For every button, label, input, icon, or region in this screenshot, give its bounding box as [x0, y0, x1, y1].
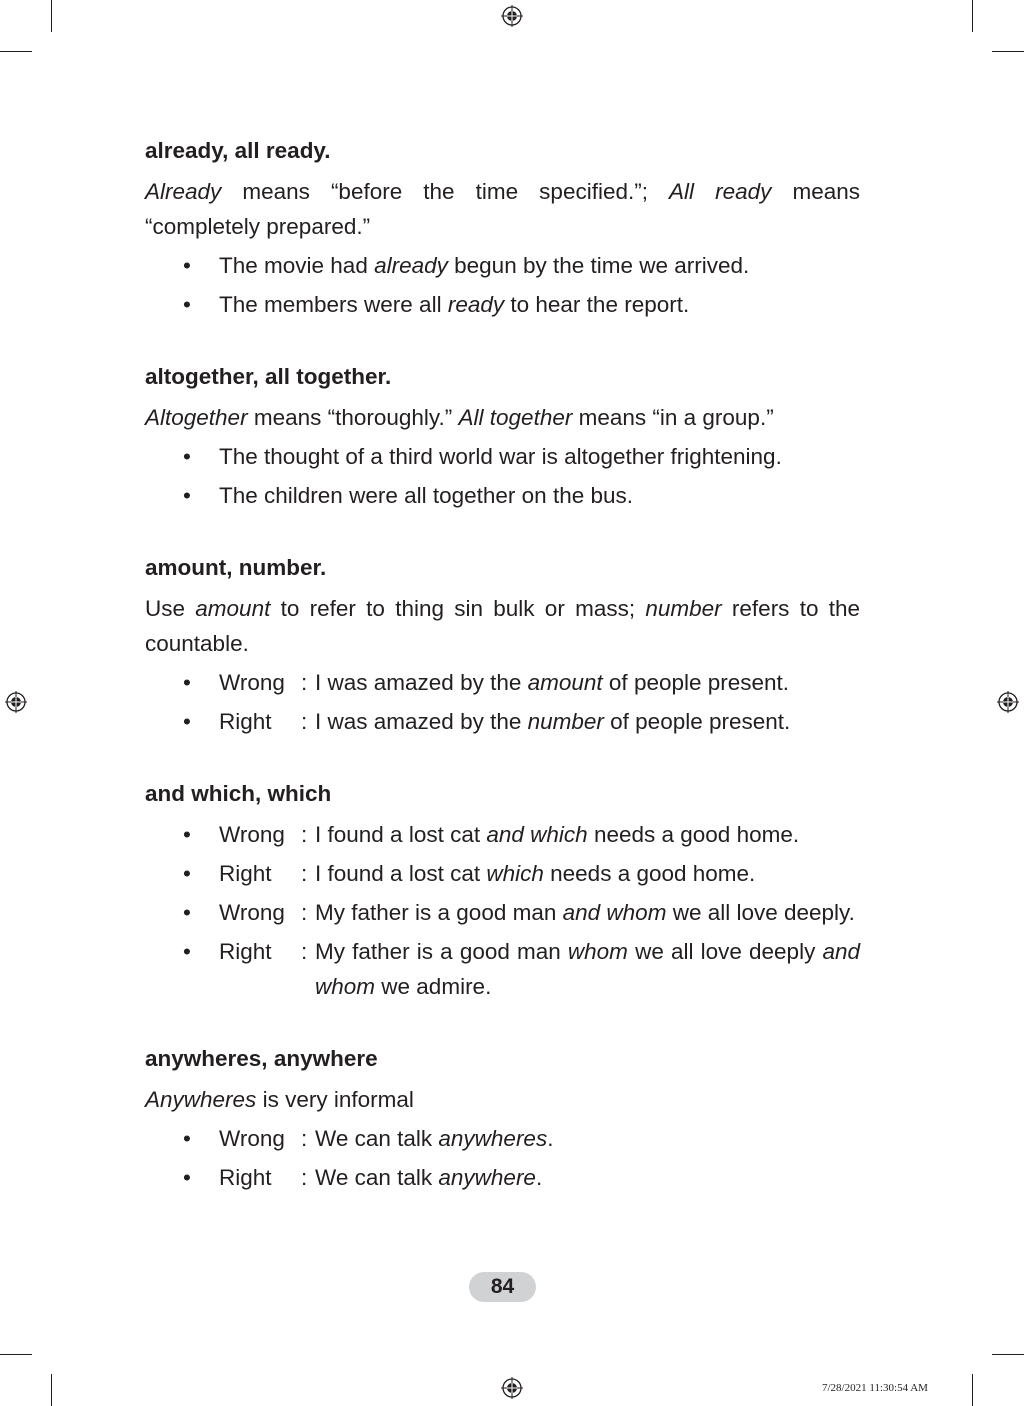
example-label: Wrong — [219, 900, 285, 925]
text-run: to refer to thing sin bulk or mass; — [270, 596, 646, 621]
example-sentence — [315, 704, 860, 739]
example-item — [145, 1160, 860, 1195]
bullet-icon: • — [183, 444, 191, 469]
text-run: means “completely prepared.” — [145, 179, 860, 239]
crop-mark-bottom-left-vertical — [51, 1374, 52, 1406]
example-list — [145, 439, 860, 513]
bullet-icon: • — [183, 709, 191, 734]
example-item — [145, 856, 860, 891]
text-run: we all love deeply — [627, 939, 823, 964]
example-item — [145, 1121, 860, 1156]
example-item — [145, 439, 860, 474]
example-sentence — [219, 483, 633, 508]
registration-mark-right-icon — [997, 691, 1019, 713]
italic-term: and which — [486, 822, 588, 847]
example-item — [145, 478, 860, 513]
label-colon: : — [301, 1126, 308, 1151]
example-sentence — [315, 895, 860, 930]
crop-mark-bottom-right-vertical — [972, 1374, 973, 1406]
example-item — [145, 704, 860, 739]
bullet-icon: • — [183, 1165, 191, 1190]
text-run: I found a lost cat — [315, 861, 487, 886]
example-sentence — [315, 934, 860, 1004]
bullet-icon: • — [183, 939, 191, 964]
text-run: My father is a good man — [315, 900, 563, 925]
text-run: of people present. — [602, 670, 790, 695]
usage-entry — [145, 1044, 860, 1195]
crop-mark-bottom-left-horizontal — [0, 1354, 32, 1355]
crop-mark-top-right-vertical — [972, 0, 973, 32]
text-run: to hear the report. — [504, 292, 690, 317]
text-run: begun by the time we arrived. — [447, 253, 750, 278]
registration-mark-bottom-icon — [501, 1377, 523, 1399]
text-run: I was amazed by the — [315, 709, 528, 734]
usage-entry — [145, 553, 860, 739]
label-colon: : — [301, 900, 308, 925]
example-item — [145, 934, 860, 1004]
entry-explanation — [145, 174, 860, 244]
text-run: The thought of a third world war is altogether frightening. — [219, 444, 782, 469]
text-run: we all love deeply. — [666, 900, 855, 925]
usage-entry — [145, 362, 860, 513]
example-label: Wrong — [219, 822, 285, 847]
text-run: is very informal — [256, 1087, 414, 1112]
label-colon: : — [301, 822, 308, 847]
example-list — [145, 817, 860, 1004]
label-colon: : — [301, 709, 308, 734]
usage-entry — [145, 779, 860, 1004]
example-label: Right — [219, 1165, 272, 1190]
example-item — [145, 248, 860, 283]
label-colon: : — [301, 939, 308, 964]
entry-heading: already, all ready. — [145, 138, 331, 163]
text-run: The children were all together on the bus. — [219, 483, 633, 508]
text-run: means “in a group.” — [572, 405, 774, 430]
text-run: . — [547, 1126, 554, 1151]
entry-explanation — [145, 1082, 860, 1117]
italic-term: and whom — [315, 939, 860, 999]
example-sentence — [315, 665, 860, 700]
entry-heading: altogether, all together. — [145, 364, 392, 389]
text-run: Use — [145, 596, 196, 621]
text-run: We can talk — [315, 1126, 439, 1151]
italic-term: anywheres — [438, 1126, 548, 1151]
text-run: needs a good home. — [543, 861, 756, 886]
italic-term: All ready — [669, 179, 772, 204]
label-colon: : — [301, 1165, 308, 1190]
example-sentence — [219, 292, 689, 317]
crop-mark-top-left-vertical — [51, 0, 52, 32]
example-label: Wrong — [219, 1126, 285, 1151]
text-run: I found a lost cat — [315, 822, 487, 847]
page-content — [145, 136, 860, 1235]
italic-term: already — [374, 253, 448, 278]
example-item — [145, 665, 860, 700]
example-label: Right — [219, 861, 272, 886]
text-run: My father is a good man — [315, 939, 568, 964]
example-list — [145, 248, 860, 322]
text-run: I was amazed by the — [315, 670, 528, 695]
example-sentence — [219, 253, 749, 278]
example-item — [145, 817, 860, 852]
example-sentence — [315, 1160, 860, 1195]
text-run: means “thoroughly.” — [247, 405, 459, 430]
label-colon: : — [301, 670, 308, 695]
entry-heading: amount, number. — [145, 555, 327, 580]
italic-term: Anywheres — [145, 1087, 257, 1112]
italic-term: Altogether — [145, 405, 248, 430]
entry-heading: and which, which — [145, 781, 332, 806]
italic-term: which — [486, 861, 544, 886]
text-run: needs a good home. — [587, 822, 800, 847]
italic-term: number — [645, 596, 722, 621]
example-item — [145, 895, 860, 930]
bullet-icon: • — [183, 670, 191, 695]
text-run: The movie had — [219, 253, 375, 278]
italic-term: whom — [567, 939, 628, 964]
bullet-icon: • — [183, 1126, 191, 1151]
bullet-icon: • — [183, 900, 191, 925]
crop-mark-top-right-horizontal — [992, 51, 1024, 52]
example-list — [145, 665, 860, 739]
text-run: means “before the time specified.”; — [221, 179, 670, 204]
italic-term: anywhere — [438, 1165, 536, 1190]
page-number: 84 — [469, 1272, 536, 1302]
italic-term: ready — [447, 292, 505, 317]
italic-term: amount — [195, 596, 271, 621]
usage-entry — [145, 136, 860, 322]
crop-mark-bottom-right-horizontal — [992, 1354, 1024, 1355]
text-run: of people present. — [603, 709, 791, 734]
example-sentence — [219, 444, 782, 469]
example-label: Right — [219, 709, 272, 734]
entry-heading: anywheres, anywhere — [145, 1046, 378, 1071]
example-sentence — [315, 856, 860, 891]
entry-explanation — [145, 400, 860, 435]
entry-explanation — [145, 591, 860, 661]
example-label: Right — [219, 939, 272, 964]
example-item — [145, 287, 860, 322]
italic-term: Already — [145, 179, 222, 204]
example-sentence — [315, 817, 860, 852]
text-run: We can talk — [315, 1165, 439, 1190]
example-label: Wrong — [219, 670, 285, 695]
text-run: refers to the countable. — [145, 596, 861, 656]
italic-term: number — [527, 709, 604, 734]
italic-term: and whom — [562, 900, 667, 925]
example-list — [145, 1121, 860, 1195]
registration-mark-top-icon — [501, 5, 523, 27]
bullet-icon: • — [183, 483, 191, 508]
crop-mark-top-left-horizontal — [0, 51, 32, 52]
text-run: The members were all — [219, 292, 448, 317]
italic-term: All together — [458, 405, 573, 430]
example-sentence — [315, 1121, 860, 1156]
bullet-icon: • — [183, 292, 191, 317]
label-colon: : — [301, 861, 308, 886]
text-run: we admire. — [375, 974, 492, 999]
bullet-icon: • — [183, 253, 191, 278]
text-run: . — [535, 1165, 543, 1190]
bullet-icon: • — [183, 822, 191, 847]
bullet-icon: • — [183, 861, 191, 886]
registration-mark-left-icon — [5, 691, 27, 713]
italic-term: amount — [527, 670, 603, 695]
print-timestamp: 7/28/2021 11:30:54 AM — [822, 1382, 928, 1394]
